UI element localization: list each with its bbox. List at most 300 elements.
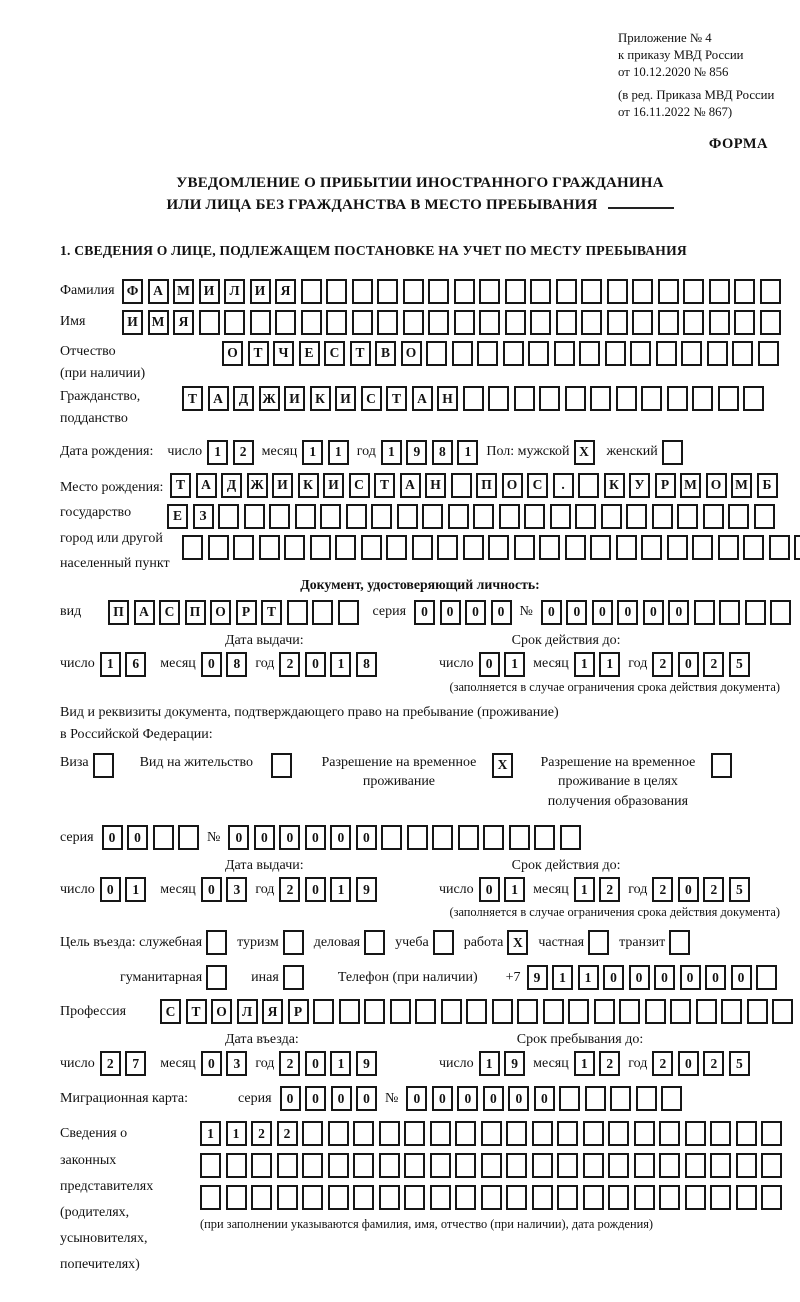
char-cell[interactable]	[608, 1185, 629, 1210]
char-cell[interactable]	[594, 999, 615, 1024]
char-cell[interactable]: 0	[678, 877, 699, 902]
char-cell[interactable]	[728, 504, 749, 529]
char-cell[interactable]	[565, 386, 586, 411]
char-cell[interactable]: 0	[330, 825, 351, 850]
char-cell[interactable]: 0	[680, 965, 701, 990]
char-cell[interactable]	[632, 279, 653, 304]
char-cell[interactable]: Т	[186, 999, 207, 1024]
char-cell[interactable]	[284, 535, 305, 560]
char-cell[interactable]: 2	[599, 877, 620, 902]
char-cell[interactable]: 2	[277, 1121, 298, 1146]
char-cell[interactable]	[295, 504, 316, 529]
char-cell[interactable]: .	[553, 473, 574, 498]
char-cell[interactable]: 2	[652, 877, 673, 902]
char-cell[interactable]	[616, 535, 637, 560]
char-cell[interactable]: 0	[617, 600, 638, 625]
char-cell[interactable]: С	[349, 473, 370, 498]
char-cell[interactable]	[503, 341, 524, 366]
char-cell[interactable]: И	[284, 386, 305, 411]
char-cell[interactable]	[736, 1153, 757, 1178]
char-cell[interactable]	[251, 1153, 272, 1178]
char-cell[interactable]	[326, 310, 347, 335]
char-cell[interactable]	[481, 1153, 502, 1178]
char-cell[interactable]	[610, 1086, 631, 1111]
char-cell[interactable]	[608, 1121, 629, 1146]
edu-residence-checkbox[interactable]	[711, 753, 732, 778]
temp-residence-checkbox[interactable]: X	[492, 753, 513, 778]
char-cell[interactable]	[703, 504, 724, 529]
char-cell[interactable]	[514, 386, 535, 411]
char-cell[interactable]	[578, 473, 599, 498]
char-cell[interactable]: И	[250, 279, 271, 304]
char-cell[interactable]	[364, 999, 385, 1024]
char-cell[interactable]: 0	[201, 1051, 222, 1076]
char-cell[interactable]	[770, 600, 791, 625]
char-cell[interactable]: О	[210, 600, 231, 625]
char-cell[interactable]	[441, 999, 462, 1024]
char-cell[interactable]: 2	[703, 877, 724, 902]
char-cell[interactable]: 1	[207, 440, 228, 465]
char-cell[interactable]	[353, 1185, 374, 1210]
char-cell[interactable]: 9	[406, 440, 427, 465]
char-cell[interactable]: 0	[414, 600, 435, 625]
char-cell[interactable]	[397, 504, 418, 529]
char-cell[interactable]: 1	[479, 1051, 500, 1076]
char-cell[interactable]	[692, 535, 713, 560]
char-cell[interactable]	[379, 1121, 400, 1146]
char-cell[interactable]	[656, 341, 677, 366]
char-cell[interactable]	[200, 1185, 221, 1210]
char-cell[interactable]	[277, 1185, 298, 1210]
char-cell[interactable]	[761, 1121, 782, 1146]
char-cell[interactable]: 0	[305, 1051, 326, 1076]
char-cell[interactable]: М	[173, 279, 194, 304]
char-cell[interactable]: 0	[102, 825, 123, 850]
char-cell[interactable]: Т	[170, 473, 191, 498]
char-cell[interactable]	[455, 1121, 476, 1146]
char-cell[interactable]: И	[335, 386, 356, 411]
char-cell[interactable]	[403, 279, 424, 304]
char-cell[interactable]: 2	[100, 1051, 121, 1076]
char-cell[interactable]: 8	[432, 440, 453, 465]
char-cell[interactable]: И	[199, 279, 220, 304]
char-cell[interactable]: З	[193, 504, 214, 529]
char-cell[interactable]	[430, 1153, 451, 1178]
char-cell[interactable]	[506, 1153, 527, 1178]
purpose-other-checkbox[interactable]	[283, 965, 304, 990]
char-cell[interactable]	[524, 504, 545, 529]
char-cell[interactable]	[681, 341, 702, 366]
char-cell[interactable]: 9	[356, 1051, 377, 1076]
char-cell[interactable]	[710, 1121, 731, 1146]
char-cell[interactable]	[244, 504, 265, 529]
char-cell[interactable]	[685, 1153, 706, 1178]
char-cell[interactable]: 2	[251, 1121, 272, 1146]
char-cell[interactable]: 1	[552, 965, 573, 990]
char-cell[interactable]	[226, 1153, 247, 1178]
char-cell[interactable]: 0	[305, 877, 326, 902]
char-cell[interactable]	[634, 1121, 655, 1146]
char-cell[interactable]	[579, 341, 600, 366]
char-cell[interactable]	[721, 999, 742, 1024]
char-cell[interactable]: Ч	[273, 341, 294, 366]
char-cell[interactable]: Т	[350, 341, 371, 366]
char-cell[interactable]	[506, 1185, 527, 1210]
char-cell[interactable]	[732, 341, 753, 366]
char-cell[interactable]	[404, 1153, 425, 1178]
char-cell[interactable]	[659, 1185, 680, 1210]
char-cell[interactable]	[581, 279, 602, 304]
char-cell[interactable]: 0	[279, 825, 300, 850]
char-cell[interactable]: И	[272, 473, 293, 498]
char-cell[interactable]	[760, 279, 781, 304]
char-cell[interactable]: О	[706, 473, 727, 498]
char-cell[interactable]	[505, 279, 526, 304]
char-cell[interactable]	[694, 600, 715, 625]
char-cell[interactable]	[641, 535, 662, 560]
char-cell[interactable]	[326, 279, 347, 304]
char-cell[interactable]: 1	[200, 1121, 221, 1146]
char-cell[interactable]: Н	[437, 386, 458, 411]
char-cell[interactable]: 0	[603, 965, 624, 990]
char-cell[interactable]: 2	[279, 877, 300, 902]
char-cell[interactable]: 0	[440, 600, 461, 625]
char-cell[interactable]: Р	[236, 600, 257, 625]
char-cell[interactable]	[430, 1185, 451, 1210]
char-cell[interactable]	[761, 1185, 782, 1210]
char-cell[interactable]: 0	[678, 652, 699, 677]
char-cell[interactable]: 3	[226, 1051, 247, 1076]
char-cell[interactable]	[346, 504, 367, 529]
char-cell[interactable]: 1	[100, 652, 121, 677]
char-cell[interactable]: 0	[201, 877, 222, 902]
char-cell[interactable]	[313, 999, 334, 1024]
char-cell[interactable]	[275, 310, 296, 335]
char-cell[interactable]	[312, 600, 333, 625]
char-cell[interactable]	[422, 504, 443, 529]
char-cell[interactable]: 2	[703, 652, 724, 677]
char-cell[interactable]	[607, 310, 628, 335]
visa-checkbox[interactable]	[93, 753, 114, 778]
char-cell[interactable]: 0	[432, 1086, 453, 1111]
char-cell[interactable]	[353, 1121, 374, 1146]
char-cell[interactable]: 0	[643, 600, 664, 625]
char-cell[interactable]	[556, 279, 577, 304]
char-cell[interactable]: Т	[374, 473, 395, 498]
char-cell[interactable]	[616, 386, 637, 411]
char-cell[interactable]: Ф	[122, 279, 143, 304]
char-cell[interactable]: Д	[221, 473, 242, 498]
char-cell[interactable]: 0	[100, 877, 121, 902]
char-cell[interactable]: А	[208, 386, 229, 411]
char-cell[interactable]	[412, 535, 433, 560]
char-cell[interactable]	[492, 999, 513, 1024]
char-cell[interactable]: 0	[356, 825, 377, 850]
char-cell[interactable]	[339, 999, 360, 1024]
char-cell[interactable]	[481, 1185, 502, 1210]
char-cell[interactable]	[718, 535, 739, 560]
char-cell[interactable]	[667, 535, 688, 560]
char-cell[interactable]	[381, 825, 402, 850]
char-cell[interactable]: 2	[703, 1051, 724, 1076]
char-cell[interactable]: 9	[356, 877, 377, 902]
char-cell[interactable]: М	[680, 473, 701, 498]
char-cell[interactable]: Л	[224, 279, 245, 304]
char-cell[interactable]: 2	[279, 1051, 300, 1076]
char-cell[interactable]	[483, 825, 504, 850]
char-cell[interactable]	[455, 1153, 476, 1178]
char-cell[interactable]	[659, 1153, 680, 1178]
char-cell[interactable]	[302, 1185, 323, 1210]
char-cell[interactable]: 1	[457, 440, 478, 465]
char-cell[interactable]	[377, 310, 398, 335]
char-cell[interactable]	[760, 310, 781, 335]
char-cell[interactable]	[224, 310, 245, 335]
char-cell[interactable]: 2	[652, 652, 673, 677]
char-cell[interactable]	[756, 965, 777, 990]
char-cell[interactable]	[200, 1153, 221, 1178]
char-cell[interactable]: С	[324, 341, 345, 366]
char-cell[interactable]	[710, 1153, 731, 1178]
char-cell[interactable]	[463, 535, 484, 560]
char-cell[interactable]	[477, 341, 498, 366]
char-cell[interactable]	[182, 535, 203, 560]
char-cell[interactable]: С	[527, 473, 548, 498]
char-cell[interactable]: 0	[479, 877, 500, 902]
char-cell[interactable]	[661, 1086, 682, 1111]
char-cell[interactable]: П	[108, 600, 129, 625]
purpose-study-checkbox[interactable]	[433, 930, 454, 955]
char-cell[interactable]	[404, 1121, 425, 1146]
char-cell[interactable]: 0	[534, 1086, 555, 1111]
char-cell[interactable]: 0	[592, 600, 613, 625]
char-cell[interactable]: 1	[574, 1051, 595, 1076]
char-cell[interactable]	[532, 1185, 553, 1210]
char-cell[interactable]	[218, 504, 239, 529]
char-cell[interactable]	[454, 279, 475, 304]
char-cell[interactable]	[250, 310, 271, 335]
char-cell[interactable]: Ж	[259, 386, 280, 411]
char-cell[interactable]: А	[400, 473, 421, 498]
char-cell[interactable]	[403, 310, 424, 335]
char-cell[interactable]	[153, 825, 174, 850]
char-cell[interactable]	[590, 535, 611, 560]
char-cell[interactable]: К	[310, 386, 331, 411]
char-cell[interactable]	[428, 279, 449, 304]
char-cell[interactable]	[534, 825, 555, 850]
char-cell[interactable]: Я	[173, 310, 194, 335]
char-cell[interactable]: 0	[406, 1086, 427, 1111]
char-cell[interactable]	[277, 1153, 298, 1178]
char-cell[interactable]	[335, 535, 356, 560]
char-cell[interactable]	[407, 825, 428, 850]
residence-permit-checkbox[interactable]	[271, 753, 292, 778]
char-cell[interactable]	[386, 535, 407, 560]
char-cell[interactable]	[736, 1121, 757, 1146]
char-cell[interactable]	[583, 1153, 604, 1178]
char-cell[interactable]	[287, 600, 308, 625]
char-cell[interactable]: 0	[731, 965, 752, 990]
char-cell[interactable]	[488, 386, 509, 411]
char-cell[interactable]: 0	[331, 1086, 352, 1111]
char-cell[interactable]	[658, 279, 679, 304]
char-cell[interactable]	[575, 504, 596, 529]
char-cell[interactable]	[473, 504, 494, 529]
char-cell[interactable]	[585, 1086, 606, 1111]
char-cell[interactable]	[208, 535, 229, 560]
char-cell[interactable]	[361, 535, 382, 560]
char-cell[interactable]	[605, 341, 626, 366]
char-cell[interactable]: 0	[508, 1086, 529, 1111]
char-cell[interactable]	[251, 1185, 272, 1210]
char-cell[interactable]	[479, 279, 500, 304]
char-cell[interactable]: К	[604, 473, 625, 498]
char-cell[interactable]	[734, 279, 755, 304]
char-cell[interactable]	[539, 386, 560, 411]
char-cell[interactable]: О	[401, 341, 422, 366]
char-cell[interactable]	[581, 310, 602, 335]
char-cell[interactable]: Т	[248, 341, 269, 366]
char-cell[interactable]	[743, 386, 764, 411]
char-cell[interactable]	[404, 1185, 425, 1210]
char-cell[interactable]: 1	[578, 965, 599, 990]
char-cell[interactable]: 0	[668, 600, 689, 625]
char-cell[interactable]	[379, 1153, 400, 1178]
char-cell[interactable]: С	[159, 600, 180, 625]
char-cell[interactable]	[532, 1153, 553, 1178]
char-cell[interactable]	[707, 341, 728, 366]
char-cell[interactable]	[328, 1153, 349, 1178]
char-cell[interactable]	[670, 999, 691, 1024]
char-cell[interactable]: 1	[330, 877, 351, 902]
sex-female-checkbox[interactable]	[662, 440, 683, 465]
char-cell[interactable]	[630, 341, 651, 366]
char-cell[interactable]: 1	[381, 440, 402, 465]
purpose-tourism-checkbox[interactable]	[283, 930, 304, 955]
char-cell[interactable]	[772, 999, 793, 1024]
char-cell[interactable]: О	[222, 341, 243, 366]
char-cell[interactable]: Т	[386, 386, 407, 411]
char-cell[interactable]: 1	[328, 440, 349, 465]
char-cell[interactable]	[634, 1185, 655, 1210]
char-cell[interactable]: 6	[125, 652, 146, 677]
char-cell[interactable]: А	[148, 279, 169, 304]
char-cell[interactable]: А	[134, 600, 155, 625]
purpose-transit-checkbox[interactable]	[669, 930, 690, 955]
char-cell[interactable]	[658, 310, 679, 335]
char-cell[interactable]: Я	[262, 999, 283, 1024]
char-cell[interactable]	[532, 1121, 553, 1146]
char-cell[interactable]: Я	[275, 279, 296, 304]
char-cell[interactable]	[619, 999, 640, 1024]
purpose-work-checkbox[interactable]: X	[507, 930, 528, 955]
char-cell[interactable]	[505, 310, 526, 335]
char-cell[interactable]: Р	[288, 999, 309, 1024]
char-cell[interactable]	[557, 1121, 578, 1146]
char-cell[interactable]	[794, 535, 800, 560]
char-cell[interactable]	[328, 1185, 349, 1210]
purpose-official-checkbox[interactable]	[206, 930, 227, 955]
char-cell[interactable]: Т	[182, 386, 203, 411]
char-cell[interactable]	[455, 1185, 476, 1210]
char-cell[interactable]	[352, 310, 373, 335]
char-cell[interactable]	[761, 1153, 782, 1178]
char-cell[interactable]: 2	[233, 440, 254, 465]
char-cell[interactable]	[269, 504, 290, 529]
char-cell[interactable]: 0	[305, 652, 326, 677]
char-cell[interactable]	[709, 310, 730, 335]
char-cell[interactable]	[683, 310, 704, 335]
char-cell[interactable]	[565, 535, 586, 560]
char-cell[interactable]	[528, 341, 549, 366]
char-cell[interactable]	[377, 279, 398, 304]
char-cell[interactable]: 0	[654, 965, 675, 990]
char-cell[interactable]: 1	[504, 652, 525, 677]
char-cell[interactable]: 1	[504, 877, 525, 902]
char-cell[interactable]: 0	[228, 825, 249, 850]
char-cell[interactable]	[430, 1121, 451, 1146]
char-cell[interactable]	[415, 999, 436, 1024]
char-cell[interactable]: Ж	[247, 473, 268, 498]
char-cell[interactable]	[736, 1185, 757, 1210]
char-cell[interactable]	[452, 341, 473, 366]
char-cell[interactable]: О	[211, 999, 232, 1024]
char-cell[interactable]: 0	[491, 600, 512, 625]
char-cell[interactable]: 0	[705, 965, 726, 990]
char-cell[interactable]	[590, 386, 611, 411]
char-cell[interactable]: 1	[302, 440, 323, 465]
char-cell[interactable]	[583, 1121, 604, 1146]
char-cell[interactable]	[769, 535, 790, 560]
char-cell[interactable]	[632, 310, 653, 335]
char-cell[interactable]	[451, 473, 472, 498]
char-cell[interactable]: 7	[125, 1051, 146, 1076]
char-cell[interactable]: 0	[254, 825, 275, 850]
char-cell[interactable]	[517, 999, 538, 1024]
char-cell[interactable]: С	[160, 999, 181, 1024]
char-cell[interactable]: П	[476, 473, 497, 498]
char-cell[interactable]	[667, 386, 688, 411]
char-cell[interactable]: 0	[465, 600, 486, 625]
char-cell[interactable]: 1	[125, 877, 146, 902]
sex-male-checkbox[interactable]: X	[574, 440, 595, 465]
char-cell[interactable]: 9	[527, 965, 548, 990]
char-cell[interactable]: 0	[457, 1086, 478, 1111]
char-cell[interactable]: 5	[729, 652, 750, 677]
char-cell[interactable]	[652, 504, 673, 529]
char-cell[interactable]: 1	[330, 652, 351, 677]
char-cell[interactable]	[466, 999, 487, 1024]
char-cell[interactable]: У	[629, 473, 650, 498]
char-cell[interactable]	[328, 1121, 349, 1146]
char-cell[interactable]	[560, 825, 581, 850]
char-cell[interactable]	[709, 279, 730, 304]
char-cell[interactable]: 0	[566, 600, 587, 625]
char-cell[interactable]	[719, 600, 740, 625]
char-cell[interactable]: 0	[629, 965, 650, 990]
char-cell[interactable]	[718, 386, 739, 411]
char-cell[interactable]	[353, 1153, 374, 1178]
char-cell[interactable]: 3	[226, 877, 247, 902]
char-cell[interactable]	[301, 310, 322, 335]
char-cell[interactable]	[554, 341, 575, 366]
char-cell[interactable]: 0	[280, 1086, 301, 1111]
char-cell[interactable]	[479, 310, 500, 335]
char-cell[interactable]: 5	[729, 877, 750, 902]
char-cell[interactable]	[530, 279, 551, 304]
char-cell[interactable]: Д	[233, 386, 254, 411]
char-cell[interactable]	[481, 1121, 502, 1146]
